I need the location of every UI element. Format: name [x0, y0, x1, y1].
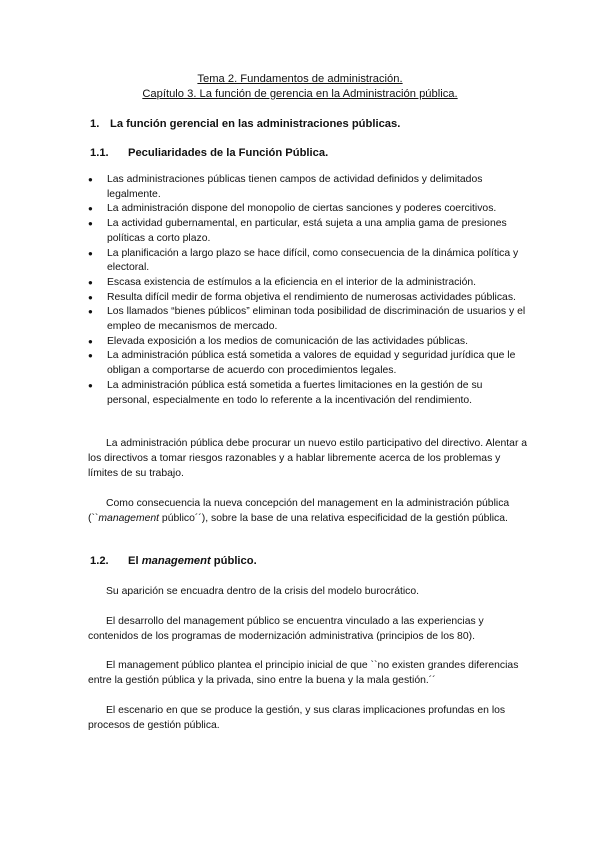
paragraph	[88, 658, 528, 688]
list-item: ● Escasa existencia de estímulos a la eficiencia en el interior de la administración.	[88, 276, 528, 291]
section-number: 1.	[90, 118, 100, 130]
list-item: ● La actividad gubernamental, en particular, está sujeta a una amplia gama de presiones políticas a corto plazo.	[88, 217, 528, 246]
section-1-1-heading	[90, 147, 328, 159]
section-title: La función gerencial en las administraciones públicas.	[110, 118, 401, 130]
paragraph-text-start: Como consecuencia la nueva concepción del management en la administración pública (``	[88, 498, 510, 524]
list-item: ● Elevada exposición a los medios de comunicación de las actividades públicas.	[88, 335, 528, 350]
paragraph-text: La administración pública debe procurar un nuevo estilo participativo del directivo. Alentar a los directivos a tomar riesgos razonables y a hablar libremente acerca de los problemas y límites de su trabajo.	[88, 438, 528, 479]
paragraph-text: El management público plantea el principio inicial de que ``no existen grandes diferencias entre la gestión pública y la privada, sino entre la buena y la mala gestión.´´	[88, 660, 519, 686]
document-title-block	[0, 72, 600, 102]
section-title-emphasis: management	[141, 555, 211, 567]
paragraph-text-end: público´´), sobre la base de una relativa especificidad de la gestión pública.	[159, 513, 508, 524]
list-item: ● Resulta difícil medir de forma objetiva el rendimiento de numerosas actividades públicas.	[88, 291, 528, 306]
paragraph	[88, 614, 528, 644]
list-item: ● La administración pública está sometida a valores de equidad y seguridad jurídica que le obligan a comportarse de acuerdo con procedimientos legales.	[88, 349, 528, 378]
list-item: ● La administración dispone del monopolio de ciertas sanciones y poderes coercitivos.	[88, 202, 528, 217]
list-item: ● La planificación a largo plazo se hace difícil, como consecuencia de la dinámica política y electoral.	[88, 247, 528, 276]
list-item: ● Los llamados “bienes públicos” eliminan toda posibilidad de discriminación de usuarios y el empleo de mecanismos de mercado.	[88, 305, 528, 334]
emphasis-text: management	[98, 513, 160, 524]
section-title-suffix: público.	[210, 555, 257, 567]
paragraph	[88, 496, 528, 526]
list-item: ● Las administraciones públicas tienen campos de actividad definidos y delimitados legalmente.	[88, 173, 528, 202]
section-title: Peculiaridades de la Función Pública.	[128, 147, 329, 159]
section-1-heading	[90, 118, 400, 130]
peculiarities-list	[88, 173, 528, 408]
paragraph-text: El escenario en que se produce la gestión, y sus claras implicaciones profundas en los procesos de gestión pública.	[88, 705, 506, 731]
section-title-prefix: El	[128, 555, 142, 567]
topic-title: Tema 2. Fundamentos de administración.	[197, 73, 403, 85]
section-number: 1.1.	[90, 147, 109, 159]
section-1-2-heading	[90, 555, 257, 567]
paragraph-text: Su aparición se encuadra dentro de la crisis del modelo burocrático.	[106, 586, 420, 597]
paragraph	[88, 703, 528, 733]
chapter-title: Capítulo 3. La función de gerencia en la Administración pública.	[142, 88, 458, 100]
paragraph-text: El desarrollo del management público se encuentra vinculado a las experiencias y contenidos de los programas de modernización administrativa (principios de los 80).	[88, 616, 484, 642]
section-number: 1.2.	[90, 555, 109, 567]
paragraph	[88, 584, 528, 599]
list-item: ● La administración pública está sometida a fuertes limitaciones en la gestión de su personal, especialmente en todo lo referente a la incentivación del rendimiento.	[88, 379, 528, 408]
paragraph	[88, 436, 528, 481]
